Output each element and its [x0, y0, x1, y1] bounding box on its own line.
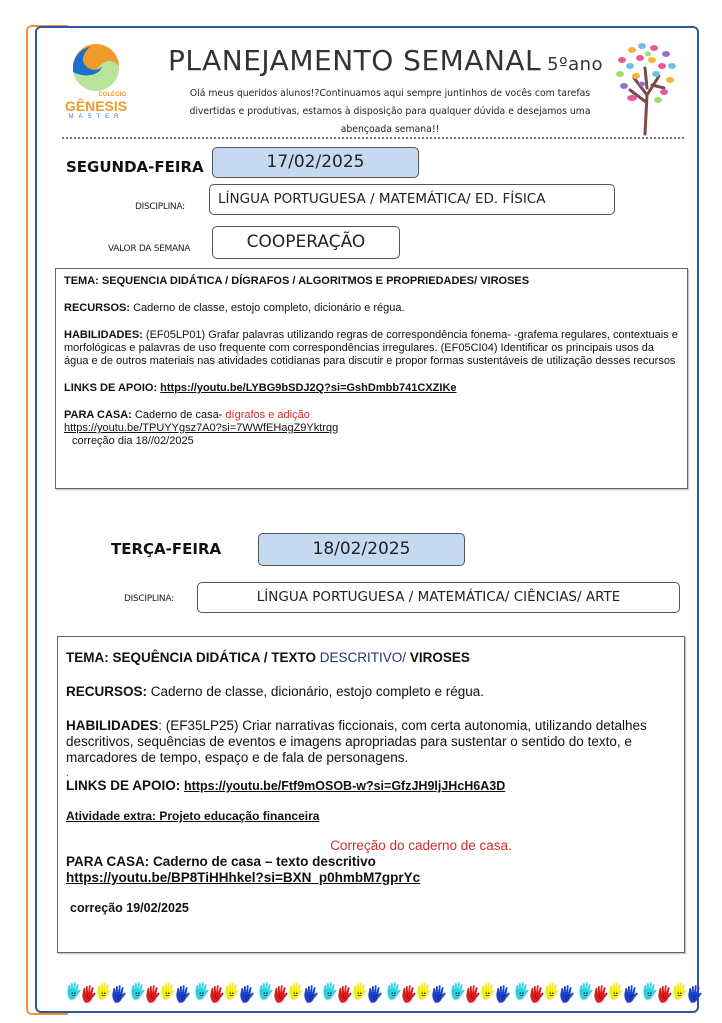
- page-title: [168, 44, 603, 77]
- hand-group: [642, 980, 702, 1006]
- atividade-extra-row: [66, 808, 676, 824]
- hand-icon: [416, 980, 431, 1002]
- hand-icon: [642, 980, 657, 1002]
- tema-row: TEMA: SEQUENCIA DIDÁTICA / DÍGRAFOS / ALGORITMOS E PROPRIEDADES/ VIROSES: [64, 275, 530, 287]
- para-casa-link[interactable]: https://youtu.be/BP8TiHHhkel?si=BXN_p0hmbM7gprYc: [66, 870, 421, 885]
- recursos-row: RECURSOS: Caderno de classe, dicionário, estojo completo e régua.: [66, 684, 484, 699]
- disciplina-field-monday: LÍNGUA PORTUGUESA / MATEMÁTICA/ ED. FÍSICA: [209, 184, 615, 215]
- hand-icon: [386, 980, 401, 1002]
- atividade-extra-link[interactable]: Atividade extra: Projeto educação financeira: [66, 809, 320, 823]
- hands-border-decoration: [66, 980, 666, 1006]
- hand-icon: [111, 983, 126, 1005]
- title-text: PLANEJAMENTO SEMANAL: [168, 44, 542, 77]
- greeting-line: Olá meus queridos alunos!?Continuamos aqui sempre juntinhos de vocês com tarefas: [189, 88, 591, 99]
- hand-icon: [544, 980, 559, 1002]
- hand-icon: [303, 983, 318, 1005]
- disciplina-label: DISCIPLINA:: [135, 202, 185, 212]
- correcao-text: correção 19/02/2025: [70, 901, 189, 915]
- hand-icon: [623, 983, 638, 1005]
- logo-colegio: COLÉGIO: [98, 92, 126, 98]
- hand-icon: [175, 983, 190, 1005]
- logo-master: MASTER: [68, 114, 124, 120]
- habilidades-text: : (EF35LP25) Criar narrativas ficcionais, com certa autonomia, utilizando detalhes descritivos, sequências de eventos e imagens apropriadas para sustentar o sentido do texto, e marcadores de tempo, espaço e de fala de personagens.: [66, 718, 647, 765]
- hand-icon: [96, 980, 111, 1002]
- hand-icon: [465, 983, 480, 1005]
- habilidades-row: HABILIDADES: (EF35LP25) Criar narrativas ficcionais, com certa autonomia, utilizando detalhes descritivos, sequências de eventos e imagens apropriadas para sustentar o sentido do texto, e marcadores de tempo, espaço e de fala de personagens.: [66, 718, 647, 765]
- hand-icon: [578, 980, 593, 1002]
- greeting-line: divertidas e produtivas, estamos à disposição para qualquer dúvida e desejamos uma: [189, 106, 591, 117]
- hand-icon: [352, 980, 367, 1002]
- hand-icon: [401, 983, 416, 1005]
- para-casa-row: PARA CASA: Caderno de casa – texto descritivo: [66, 854, 376, 869]
- habilidades-row: HABILIDADES: (EF05LP01) Grafar palavras utilizando regras de correspondência fonema- -grafema regulares, contextuais e morfológicas e palavras de uso frequente com correspondências irregulares. (EF05CI04) Identificar os principais usos da água e de outros materiais nas atividades cotidianas para discutir e propor formas sustentáveis de utilização desses recursos: [64, 329, 678, 367]
- hand-icon: [145, 983, 160, 1005]
- recursos-row: RECURSOS: Caderno de classe, estojo completo, dicionário e régua.: [64, 302, 405, 314]
- hand-icon: [450, 980, 465, 1002]
- hand-group: [258, 980, 318, 1006]
- hand-icon: [529, 983, 544, 1005]
- hand-icon: [514, 980, 529, 1002]
- para-casa-link[interactable]: https://youtu.be/TPUYYgsz7A0?si=7WWfEHagZ9Yktrqg: [64, 422, 339, 434]
- tema-text: SEQUÊNCIA DIDÁTICA / TEXTO: [112, 650, 317, 665]
- hand-group: [578, 980, 638, 1006]
- hand-icon: [322, 980, 337, 1002]
- hand-icon: [367, 983, 382, 1005]
- recursos-text: Caderno de classe, estojo completo, dicionário e régua.: [133, 302, 405, 314]
- hand-group: [450, 980, 510, 1006]
- hand-icon: [288, 980, 303, 1002]
- hand-icon: [66, 980, 81, 1002]
- monday-content-box: [55, 268, 688, 489]
- para-casa-link-row: [64, 422, 679, 435]
- hand-icon: [657, 983, 672, 1005]
- hand-icon: [337, 983, 352, 1005]
- hand-icon: [672, 980, 687, 1002]
- support-link[interactable]: https://youtu.be/LYBG9bSDJ2Q?si=GshDmbb741CXZIKe: [160, 382, 457, 394]
- tema-row: TEMA: SEQUÊNCIA DIDÁTICA / TEXTO DESCRITIVO/ VIROSES: [66, 650, 470, 665]
- recursos-text: Caderno de classe, dicionário, estojo completo e régua.: [150, 684, 484, 699]
- greeting-line: abençoada semana!!: [340, 124, 440, 135]
- para-casa-highlight: dígrafos e adição: [225, 409, 310, 421]
- hand-icon: [608, 980, 623, 1002]
- tema-text: SEQUENCIA DIDÁTICA / DÍGRAFOS / ALGORITMOS E PROPRIEDADES/ VIROSES: [101, 275, 530, 287]
- hand-icon: [593, 983, 608, 1005]
- hand-icon: [431, 983, 446, 1005]
- disciplina-label: DISCIPLINA:: [124, 594, 174, 604]
- logo-circle-icon: [62, 44, 130, 92]
- greeting-message: [170, 85, 610, 139]
- date-field-tuesday: 18/02/2025: [258, 533, 465, 566]
- day-heading-tuesday: TERÇA-FEIRA: [111, 540, 222, 558]
- links-row: LINKS DE APOIO: https://youtu.be/Ftf9mOSOB-w?si=GfzJH9ljJHcH6A3D: [66, 778, 506, 793]
- hand-group: [66, 980, 126, 1006]
- hand-group: [194, 980, 254, 1006]
- correcao-text: correção dia 18//02/2025: [72, 435, 194, 447]
- grade-label: 5ºano: [547, 54, 604, 75]
- hand-group: [514, 980, 574, 1006]
- hand-icon: [687, 983, 702, 1005]
- hand-icon: [559, 983, 574, 1005]
- hand-icon: [130, 980, 145, 1002]
- hand-icon: [258, 980, 273, 1002]
- stray-dot: .: [66, 768, 69, 778]
- hand-icon: [81, 983, 96, 1005]
- valor-semana-label: VALOR DA SEMANA: [108, 244, 191, 254]
- hand-icon: [480, 980, 495, 1002]
- hand-icon: [194, 980, 209, 1002]
- hand-group: [130, 980, 190, 1006]
- para-casa-row: PARA CASA: Caderno de casa- dígrafos e adição: [64, 409, 310, 421]
- hand-group: [322, 980, 382, 1006]
- school-logo: [62, 44, 134, 122]
- habilidades-text: (EF05LP01) Grafar palavras utilizando regras de correspondência fonema- -grafema regulares, contextuais e morfológicas e palavras de uso frequente com correspondências irregulares. (EF05CI04) Identificar os principais usos da água e de outros materiais nas atividades cotidianas para discutir e propor formas sustentáveis de utilização desses recursos: [64, 329, 678, 367]
- tuesday-content-box: [57, 636, 685, 953]
- hand-icon: [273, 983, 288, 1005]
- tema-highlight: DESCRITIVO/: [319, 650, 407, 665]
- links-row: LINKS DE APOIO: https://youtu.be/LYBG9bSDJ2Q?si=GshDmbb741CXZIKe: [64, 382, 457, 394]
- hand-icon: [495, 983, 510, 1005]
- logo-genesis: GÊNESIS: [64, 98, 128, 114]
- correcao-caderno-note: Correção do caderno de casa.: [330, 838, 512, 853]
- hand-icon: [209, 983, 224, 1005]
- date-field-monday: 17/02/2025: [212, 147, 419, 178]
- header-divider: [62, 137, 684, 139]
- support-link[interactable]: https://youtu.be/Ftf9mOSOB-w?si=GfzJH9ljJHcH6A3D: [184, 779, 506, 793]
- hand-icon: [160, 980, 175, 1002]
- hand-icon: [239, 983, 254, 1005]
- hand-group: [386, 980, 446, 1006]
- hand-icon: [224, 980, 239, 1002]
- para-casa-link-row: [66, 870, 676, 886]
- day-heading-monday: SEGUNDA-FEIRA: [66, 158, 204, 176]
- valor-semana-field: COOPERAÇÃO: [212, 226, 400, 259]
- colorful-tree-icon: [612, 40, 678, 136]
- disciplina-field-tuesday: LÍNGUA PORTUGUESA / MATEMÁTICA/ CIÊNCIAS/ ARTE: [197, 582, 680, 613]
